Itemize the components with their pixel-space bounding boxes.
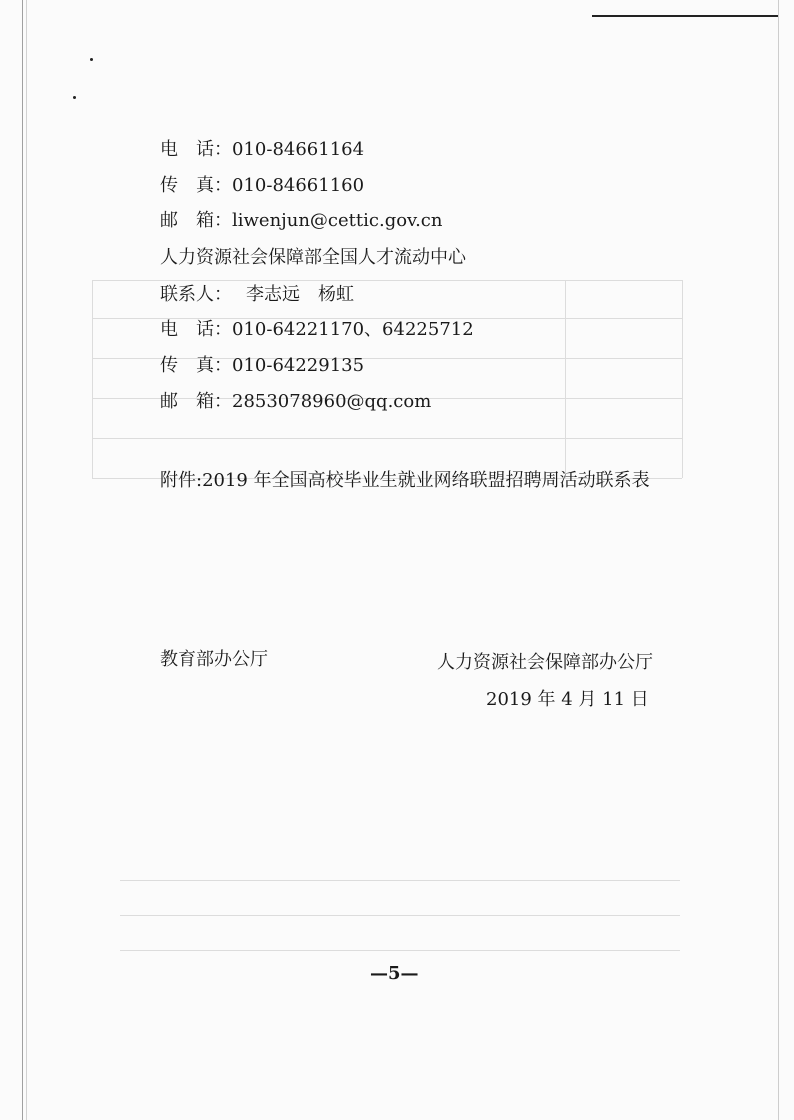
contact1-fax-row [160, 174, 364, 198]
phone-label: 电 话： [160, 319, 232, 340]
bleed-through-line [120, 915, 680, 916]
bleed-through-line [92, 280, 93, 478]
contact2-phone-row [160, 318, 474, 342]
signature-right: 人力资源社会保障部办公厅 [437, 652, 653, 673]
contacts-label: 联系人： [160, 284, 232, 305]
bleed-through-line [682, 280, 683, 478]
email-label: 邮 箱： [160, 210, 232, 231]
fax-label: 传 真： [160, 355, 232, 376]
phone-value: 010-84661164 [232, 139, 365, 160]
email-value: 2853078960@qq.com [232, 391, 432, 412]
phone-value: 010-64221170、64225712 [232, 319, 474, 340]
scan-speck [73, 96, 76, 99]
signature-date: 2019 年 4 月 11 日 [486, 689, 649, 710]
scan-edge-left [22, 0, 23, 1120]
scan-edge-left-inner [26, 0, 27, 1120]
contact2-contacts-row [160, 283, 354, 307]
contact1-email-row [160, 209, 442, 233]
contact2-fax-row [160, 354, 364, 378]
fax-value: 010-84661160 [232, 175, 365, 196]
bleed-through-line [92, 438, 682, 439]
scan-speck [90, 58, 93, 61]
email-value: liwenjun@cettic.gov.cn [232, 210, 443, 231]
contacts-value: 李志远 杨虹 [246, 284, 354, 305]
organization-name: 人力资源社会保障部全国人才流动中心 [160, 247, 466, 268]
bleed-through-line [565, 280, 566, 478]
fax-label: 传 真： [160, 175, 232, 196]
signature-left: 教育部办公厅 [160, 649, 268, 670]
email-label: 邮 箱： [160, 391, 232, 412]
bleed-through-line [120, 880, 680, 881]
bleed-through-line [92, 280, 682, 281]
attachment-line: 附件:2019 年全国高校毕业生就业网络联盟招聘周活动联系表 [160, 470, 650, 491]
bleed-through-line [120, 950, 680, 951]
scan-edge-right [778, 0, 779, 1120]
contact2-email-row [160, 390, 431, 414]
page-number: —5— [370, 963, 419, 984]
fax-value: 010-64229135 [232, 355, 365, 376]
phone-label: 电 话： [160, 139, 232, 160]
scan-top-mark [592, 15, 778, 17]
contact1-phone-row [160, 138, 364, 162]
